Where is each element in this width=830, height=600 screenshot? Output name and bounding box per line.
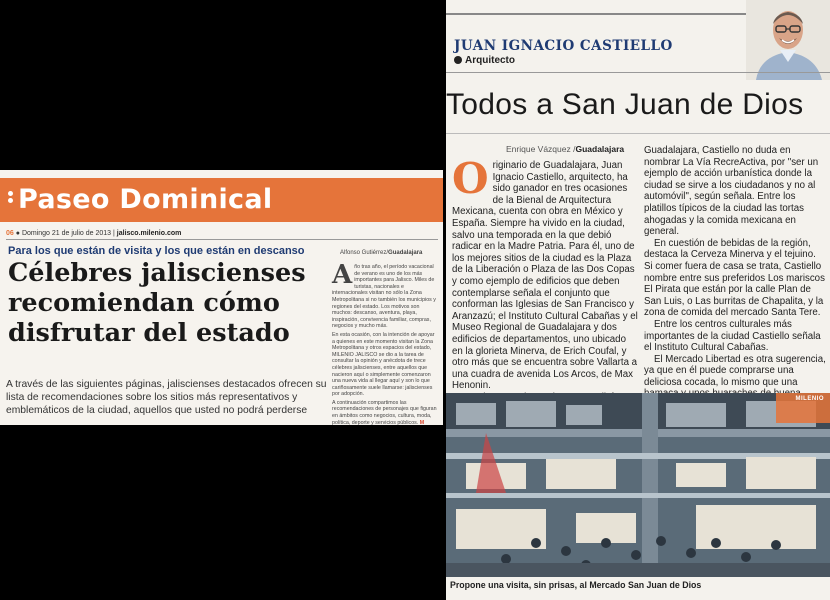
article-column-2 bbox=[644, 145, 826, 412]
date-dot-icon: ● bbox=[15, 230, 22, 237]
milenio-logo: MILENIO bbox=[795, 396, 824, 402]
byline-author: Alfonso Gutiérrez/ bbox=[340, 250, 389, 256]
author-name: JUAN IGNACIO CASTIELLO bbox=[454, 38, 673, 54]
left-newspaper-page bbox=[0, 170, 443, 425]
byline bbox=[340, 250, 422, 256]
section-banner bbox=[0, 178, 443, 222]
column-2-paragraph: Guadalajara, Castiello no duda en nombrar La Vía RecreActiva, por "ser un ejemplo de acción urbanística donde la ciudad se sirve a los ciudadanos y no al automóvil", según señala. Entre los platillos típicos de la ciudad las tortas ahogadas y la comida mexicana en general. bbox=[644, 145, 819, 238]
intro-paragraph: En esta ocasión, con la intención de apoyar a quienes en este momento visitan la Zona Metropolitana y otros espacios del estado, MILENIO JALISCO se dio a la tarea de consultar la opinión y anécdota de trece célebres jaliscienses, entre aquellos que nacieron aquí o simplemente comenzaron una nueva vida al llegar aquí y son lo que cariñosamente suele llamarse: jaliscienses por adopción. bbox=[332, 331, 435, 398]
section-title: Paseo Dominical bbox=[18, 184, 273, 215]
banner-dots-icon bbox=[8, 191, 13, 209]
intro-paragraph: ño tras año, el período vacacional de verano es uno de los más importantes para Jalisco. Miles de turistas, nacionales e internacionales visitan no sólo la Zona Metropolitana si no también los municipios y regiones del estado. Los motivos son muchos: descanso, aventura, playa, inspiración, convivencia familiar, compras, negocios y mucho más. bbox=[332, 264, 436, 330]
role-bullet-icon bbox=[454, 56, 462, 64]
date-text: Domingo 21 de julio de 2013 bbox=[21, 230, 112, 237]
byline-city: Guadalajara bbox=[575, 144, 625, 154]
title-rule bbox=[446, 133, 830, 134]
page-number: 06 bbox=[6, 230, 14, 237]
column-1-text: riginario de Guadalajara, Juan Ignacio Castiello, arquitecto, ha sido ganador en tres ocasiones de la Bienal de Arquitectura Mexicana, cuenta con obra en México y España. Siempre ha vivido en la ciudad, salvo una temporada en la que debió radicar en la Madre Patria. Para él, uno de los mejores sitios de la ciudad es la Plaza de la Liberación o Plaza de las Dos Copas y como ejemplo de edificios que deben contemplarse señala el conjunto que conforman las Iglesias de San Francisco y Aranzazú; el Instituto Cultural Cabañas y el Museo Regional de Guadalajara y dos edificios de departamentos, uno ubicado en la glorieta Minerva, de Erich Coufal, y otro más que se encuentra sobre Vallarta a una cuadra de avenida Los Arcos, de Max Henonin. bbox=[452, 160, 638, 392]
market-photo bbox=[446, 393, 830, 577]
end-mark: M bbox=[419, 419, 425, 425]
column-2-paragraph: Entre los centros culturales más importantes de la ciudad Castiello señala el Instituto Cultural Cabañas. bbox=[644, 318, 821, 354]
author-role: Arquitecto bbox=[454, 55, 515, 66]
byline-author: Enrique Vázquez / bbox=[506, 144, 576, 154]
drop-cap: A bbox=[332, 260, 353, 290]
headline: Célebres jaliscienses recomiendan cómo disfrutar del estado bbox=[8, 258, 306, 348]
lede: A través de las siguientes páginas, jaliscienses destacados ofrecen su lista de recomendaciones sobre los sitios más representativos y emblemáticos de la ciudad, aquellos que usted no podrá perderse bbox=[6, 379, 327, 416]
column-2-paragraph: En cuestión de bebidas de la región, destaca la Cerveza Minerva y el tejuino. Si comer fuera de casa se trata, Castiello nombre entre sus preferidos Los mariscos El Pirata que están por la calle Plan de San Luis, o Las burritas de Chapalita, y la zona de comida del mercado Santa Tere. bbox=[644, 237, 825, 319]
byline-city: Guadalajara bbox=[388, 250, 423, 256]
site-url: jalisco.milenio.com bbox=[116, 230, 182, 237]
article-title: Todos a San Juan de Dios bbox=[446, 88, 804, 121]
kicker: Para los que están de visita y los que están en descanso bbox=[8, 245, 305, 257]
article-column-1 bbox=[452, 154, 638, 403]
dateline: 06 ● Domingo 21 de julio de 2013 | jalisco.milenio.com bbox=[6, 230, 438, 240]
intro-paragraph: A continuación compartimos las recomendaciones de personajes que figuran en ámbitos como negocios, cultura, moda, política, deporte y servicios públicos. M bbox=[332, 399, 437, 425]
column-2-paragraph: El Mercado Libertad es otra sugerencia, ya que en él puede comprarse una deliciosa cocada, lo mismo que una bbox=[644, 354, 826, 412]
author-portrait-image bbox=[746, 0, 830, 80]
article-byline bbox=[506, 144, 624, 154]
photo-caption: Propone una visita, sin prisas, al Mercado San Juan de Dios bbox=[450, 580, 702, 590]
market-photo-image bbox=[446, 393, 830, 577]
header-rule bbox=[446, 72, 830, 73]
right-newspaper-page bbox=[446, 0, 830, 600]
drop-cap: O bbox=[452, 154, 489, 203]
intro-column bbox=[332, 260, 438, 425]
author-portrait bbox=[746, 0, 830, 80]
